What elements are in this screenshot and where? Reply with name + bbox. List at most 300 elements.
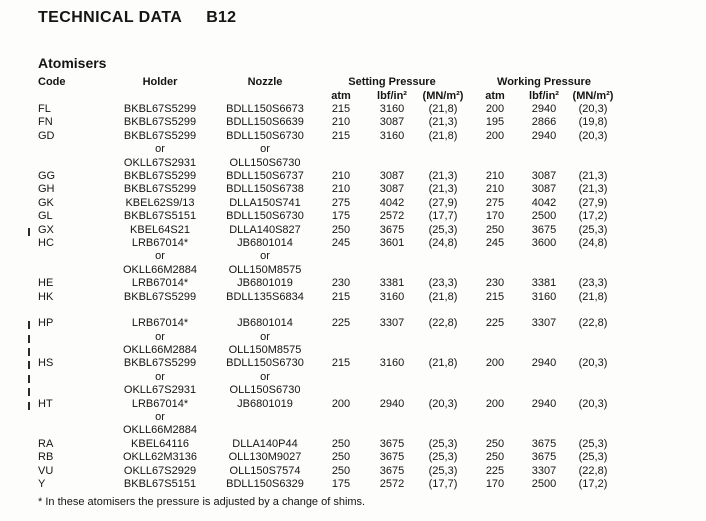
table-row — [38, 197, 619, 210]
subheader-empty — [105, 89, 215, 103]
cell-s_lbf: 3087 — [379, 183, 405, 196]
table-row — [38, 130, 619, 143]
cell-s_atm — [315, 331, 367, 344]
cell-w_mn: (23,3) — [578, 277, 608, 290]
table-row — [38, 438, 619, 451]
cell-code: GD — [38, 129, 55, 142]
cell-w_mn — [567, 157, 619, 170]
cell-s_lbf: 3160 — [379, 357, 405, 370]
table-row — [38, 384, 619, 397]
cell-s_atm: 215 — [331, 290, 351, 303]
cell-s_atm: 215 — [331, 129, 351, 142]
cell-s_mn — [417, 411, 469, 424]
cell-s_lbf — [367, 250, 417, 263]
cell-nozzle: DLLA140P44 — [232, 437, 298, 450]
cell-code — [38, 411, 105, 424]
cell-code: VU — [38, 464, 54, 477]
cell-holder: KBEL62S9/13 — [125, 196, 195, 209]
cell-s_atm — [315, 264, 367, 277]
cell-w_mn: (22,8) — [578, 317, 608, 330]
cell-code: FN — [38, 116, 53, 129]
spacer-row — [38, 304, 619, 317]
cell-w_mn: (25,3) — [578, 437, 608, 450]
cell-holder: BKBL67S5299 — [123, 129, 197, 142]
cell-w_atm: 250 — [485, 437, 505, 450]
table-row — [38, 465, 619, 478]
table-row — [38, 103, 619, 116]
cell-w_mn: (21,8) — [578, 290, 608, 303]
cell-code: GX — [38, 224, 105, 237]
cell-s_atm — [315, 344, 367, 357]
subheader-working-lbf: lbf/in² — [529, 90, 559, 102]
cell-s_mn: (17,7) — [428, 477, 458, 490]
cell-s_atm: 245 — [331, 237, 351, 250]
cell-nozzle: BDLL150S6673 — [226, 103, 304, 115]
cell-holder: OKLL67S2931 — [123, 156, 197, 169]
table-row — [38, 116, 619, 129]
cell-s_atm: 175 — [331, 477, 351, 490]
cell-nozzle: BDLL150S6738 — [226, 183, 304, 196]
cell-code — [38, 264, 105, 277]
cell-s_mn: (17,7) — [428, 210, 458, 223]
cell-s_lbf — [367, 331, 417, 344]
cell-nozzle: DLLA140S827 — [229, 223, 301, 236]
cell-s_lbf: 3675 — [379, 464, 405, 477]
cell-s_atm: 250 — [331, 223, 351, 236]
cell-w_lbf: 2940 — [531, 357, 557, 370]
cell-w_mn: (21,3) — [578, 170, 608, 183]
cell-w_mn — [567, 424, 619, 437]
cell-w_lbf: 3675 — [531, 451, 557, 464]
cell-w_lbf: 3675 — [531, 437, 557, 450]
cell-w_lbf: 2940 — [531, 129, 557, 142]
cell-w_atm: 250 — [485, 223, 505, 236]
cell-w_atm: 170 — [485, 477, 505, 490]
cell-s_mn: (21,3) — [428, 170, 458, 183]
cell-s_atm: 250 — [331, 464, 351, 477]
cell-code: HS — [38, 357, 105, 370]
table-row — [38, 291, 619, 304]
subheader-setting-lbf: lbf/in² — [377, 90, 407, 102]
cell-holder: LRB67014* — [131, 317, 189, 330]
cell-w_lbf — [521, 371, 567, 384]
cell-w_atm: 230 — [485, 277, 505, 290]
cell-nozzle — [215, 411, 315, 424]
cell-s_lbf — [367, 384, 417, 397]
cell-s_mn: (21,8) — [428, 129, 458, 142]
cell-nozzle: JB6801019 — [237, 277, 293, 290]
cell-s_mn: (25,3) — [428, 223, 458, 236]
cell-w_lbf: 2940 — [531, 397, 557, 410]
cell-w_lbf — [521, 344, 567, 357]
cell-w_atm: 225 — [485, 464, 505, 477]
cell-w_lbf — [521, 143, 567, 156]
cell-w_atm — [469, 250, 521, 263]
cell-s_atm: 210 — [331, 183, 351, 196]
section-heading: Atomisers — [38, 55, 107, 71]
cell-s_mn: (20,3) — [428, 397, 458, 410]
cell-code — [38, 384, 105, 397]
column-header-nozzle: Nozzle — [247, 76, 283, 88]
cell-nozzle: OLL150S6730 — [229, 156, 301, 169]
cell-holder: LRB67014* — [131, 277, 189, 290]
table-row — [38, 411, 619, 424]
cell-code: FL — [38, 103, 51, 115]
cell-code: RA — [38, 437, 54, 450]
cell-code: GG — [38, 170, 56, 183]
page-code: B12 — [206, 9, 237, 26]
table-row — [38, 264, 619, 277]
cell-w_lbf — [521, 384, 567, 397]
cell-w_atm: 200 — [485, 129, 505, 142]
cell-s_atm — [315, 157, 367, 170]
cell-w_atm: 250 — [485, 451, 505, 464]
cell-w_lbf: 2500 — [531, 210, 557, 223]
cell-nozzle: BDLL150S6730 — [226, 357, 304, 370]
cell-holder: or — [155, 330, 165, 343]
table-subheader-row — [38, 89, 619, 103]
cell-holder: OKLL67S2929 — [123, 464, 197, 477]
cell-s_atm: 250 — [331, 451, 351, 464]
cell-s_lbf: 3087 — [379, 170, 405, 183]
cell-s_lbf — [367, 157, 417, 170]
cell-s_lbf: 3160 — [379, 129, 405, 142]
cell-s_atm: 215 — [331, 103, 351, 115]
cell-s_atm: 175 — [331, 210, 351, 223]
cell-code: HP — [38, 317, 105, 330]
cell-nozzle: BDLL150S6730 — [226, 129, 304, 142]
cell-s_atm — [315, 250, 367, 263]
cell-holder: BKBL67S5299 — [123, 170, 197, 183]
cell-nozzle: JB6801019 — [237, 397, 293, 410]
cell-s_lbf — [367, 371, 417, 384]
cell-w_mn — [567, 143, 619, 156]
cell-s_mn: (21,8) — [428, 290, 458, 303]
cell-s_lbf: 2572 — [379, 210, 405, 223]
cell-s_atm: 275 — [331, 196, 351, 209]
cell-w_mn — [567, 411, 619, 424]
cell-w_lbf: 3160 — [531, 290, 557, 303]
cell-w_atm: 170 — [485, 210, 505, 223]
cell-w_lbf: 4042 — [531, 196, 557, 209]
table-row — [38, 157, 619, 170]
cell-s_lbf: 2940 — [379, 397, 405, 410]
cell-w_atm — [469, 344, 521, 357]
cell-code — [38, 157, 105, 170]
table-header-row — [38, 75, 619, 89]
subheader-setting-mn: (MN/m²) — [422, 90, 464, 102]
cell-holder: BKBL67S5151 — [123, 210, 197, 223]
cell-w_atm — [469, 157, 521, 170]
cell-w_lbf: 3675 — [531, 223, 557, 236]
cell-nozzle: BDLL135S6834 — [226, 290, 304, 303]
cell-s_atm — [315, 371, 367, 384]
cell-w_atm: 215 — [485, 290, 505, 303]
cell-w_mn — [567, 331, 619, 344]
cell-code: GL — [38, 210, 53, 223]
subheader-working-atm: atm — [485, 90, 505, 102]
cell-s_mn — [417, 143, 469, 156]
cell-w_atm — [469, 143, 521, 156]
cell-w_mn: (27,9) — [578, 196, 608, 209]
cell-s_mn: (21,3) — [428, 183, 458, 196]
cell-w_atm: 195 — [485, 116, 505, 129]
cell-s_mn: (24,8) — [428, 237, 458, 250]
cell-w_mn — [567, 250, 619, 263]
cell-nozzle: BDLL150S6639 — [226, 116, 304, 129]
cell-s_mn — [417, 344, 469, 357]
cell-w_mn: (20,3) — [578, 357, 608, 370]
subheader-working-mn: (MN/m²) — [572, 90, 614, 102]
cell-s_mn — [417, 264, 469, 277]
table-row — [38, 478, 619, 491]
table-row — [38, 317, 619, 330]
cell-s_mn: (22,8) — [428, 317, 458, 330]
cell-w_atm — [469, 331, 521, 344]
cell-s_mn — [417, 250, 469, 263]
cell-w_mn — [567, 264, 619, 277]
cell-s_atm — [315, 384, 367, 397]
cell-w_mn: (24,8) — [578, 237, 608, 250]
cell-w_lbf: 3600 — [531, 237, 557, 250]
table-row — [38, 398, 619, 411]
cell-code — [38, 424, 105, 437]
cell-holder: BKBL67S5151 — [123, 477, 197, 490]
cell-s_mn — [417, 371, 469, 384]
column-group-working-pressure: Working Pressure — [497, 76, 591, 88]
cell-w_mn: (17,2) — [578, 210, 608, 223]
cell-s_lbf: 3601 — [379, 237, 405, 250]
cell-nozzle: DLLA150S741 — [229, 196, 301, 209]
cell-s_atm — [315, 411, 367, 424]
cell-s_mn: (21,8) — [428, 103, 458, 115]
cell-s_mn — [417, 157, 469, 170]
cell-holder: OKLL66M2884 — [123, 343, 197, 356]
cell-s_mn: (27,9) — [428, 196, 458, 209]
cell-w_lbf: 3307 — [531, 317, 557, 330]
cell-s_atm — [315, 424, 367, 437]
cell-holder: OKLL66M2884 — [123, 263, 197, 276]
cell-holder: BKBL67S5299 — [123, 357, 197, 370]
cell-code: HT — [38, 398, 105, 411]
cell-w_lbf: 2866 — [531, 116, 557, 129]
cell-nozzle: OLL150S6730 — [229, 384, 301, 397]
cell-code — [38, 344, 105, 357]
cell-w_lbf: 3087 — [531, 170, 557, 183]
subheader-setting-atm: atm — [331, 90, 351, 102]
cell-w_atm — [469, 424, 521, 437]
cell-code: HK — [38, 290, 54, 303]
cell-s_lbf: 4042 — [379, 196, 405, 209]
cell-w_lbf — [521, 250, 567, 263]
cell-s_atm: 250 — [331, 437, 351, 450]
cell-s_atm — [315, 143, 367, 156]
table-row — [38, 371, 619, 384]
cell-w_lbf: 3087 — [531, 183, 557, 196]
cell-code: HE — [38, 277, 54, 290]
table-row — [38, 170, 619, 183]
cell-holder: OKLL67S2931 — [123, 384, 197, 397]
cell-s_lbf: 3087 — [379, 116, 405, 129]
cell-s_atm: 210 — [331, 116, 351, 129]
page-title-text: TECHNICAL DATA — [38, 9, 183, 26]
cell-w_atm: 275 — [485, 196, 505, 209]
cell-w_lbf — [521, 157, 567, 170]
cell-w_atm: 200 — [485, 397, 505, 410]
cell-s_mn: (25,3) — [428, 451, 458, 464]
table-row — [38, 277, 619, 290]
table-row — [38, 143, 619, 156]
cell-holder: or — [155, 370, 165, 383]
cell-code — [38, 371, 105, 384]
cell-s_lbf — [367, 143, 417, 156]
cell-nozzle: OLL150M8575 — [228, 343, 302, 356]
footnote: * In these atomisers the pressure is adjusted by a change of shims. — [38, 496, 366, 509]
cell-s_mn: (21,3) — [428, 116, 458, 129]
cell-w_atm: 210 — [485, 183, 505, 196]
cell-nozzle — [215, 424, 315, 437]
cell-holder: LRB67014* — [131, 397, 189, 410]
cell-s_lbf: 2572 — [379, 477, 405, 490]
cell-s_lbf: 3160 — [379, 290, 405, 303]
subheader-empty — [38, 89, 105, 103]
cell-w_lbf — [521, 411, 567, 424]
cell-s_atm: 210 — [331, 170, 351, 183]
cell-w_lbf — [521, 424, 567, 437]
cell-nozzle: OLL150M8575 — [228, 263, 302, 276]
cell-w_atm: 225 — [485, 317, 505, 330]
cell-w_atm — [469, 384, 521, 397]
cell-w_lbf — [521, 331, 567, 344]
cell-nozzle: BDLL150S6730 — [226, 210, 304, 223]
cell-holder: KBEL64S21 — [130, 223, 190, 236]
cell-code — [38, 331, 105, 344]
cell-s_mn: (23,3) — [428, 277, 458, 290]
cell-w_mn: (20,3) — [578, 129, 608, 142]
table-row — [38, 250, 619, 263]
table-row — [38, 210, 619, 223]
cell-s_atm: 225 — [331, 317, 351, 330]
cell-s_lbf: 3307 — [379, 317, 405, 330]
cell-nozzle: or — [260, 330, 270, 343]
page-title — [38, 0, 706, 27]
cell-s_lbf — [367, 344, 417, 357]
cell-holder: OKLL66M2884 — [123, 424, 197, 437]
cell-code: HC — [38, 237, 54, 250]
column-header-code: Code — [38, 76, 66, 88]
cell-s_lbf: 3675 — [379, 223, 405, 236]
cell-s_mn: (25,3) — [428, 464, 458, 477]
column-header-holder: Holder — [142, 76, 178, 88]
cell-holder: LRB67014* — [131, 237, 189, 250]
cell-code — [38, 143, 105, 156]
cell-s_lbf: 3675 — [379, 451, 405, 464]
cell-s_mn: (21,8) — [428, 357, 458, 370]
cell-holder: or — [155, 410, 165, 423]
cell-w_mn: (21,3) — [578, 183, 608, 196]
subheader-empty — [215, 89, 315, 103]
cell-s_mn — [417, 424, 469, 437]
table-row — [38, 424, 619, 437]
cell-w_atm — [469, 411, 521, 424]
table-row — [38, 331, 619, 344]
cell-s_lbf: 3381 — [379, 277, 405, 290]
cell-nozzle: or — [260, 370, 270, 383]
cell-nozzle: JB6801014 — [237, 317, 293, 330]
cell-s_atm: 215 — [331, 357, 351, 370]
cell-w_mn: (20,3) — [578, 397, 608, 410]
cell-holder: or — [155, 143, 165, 156]
cell-holder: BKBL67S5299 — [123, 183, 197, 196]
cell-s_atm: 200 — [331, 397, 351, 410]
cell-w_mn — [567, 384, 619, 397]
cell-w_atm — [469, 264, 521, 277]
cell-nozzle: JB6801014 — [237, 237, 293, 250]
cell-w_atm — [469, 371, 521, 384]
cell-w_mn — [567, 344, 619, 357]
cell-w_lbf — [521, 264, 567, 277]
cell-holder: BKBL67S5299 — [123, 103, 197, 115]
table-row — [38, 357, 619, 370]
table-row — [38, 237, 619, 250]
cell-w_mn — [567, 371, 619, 384]
cell-nozzle: OLL150S7574 — [229, 464, 301, 477]
table-row — [38, 183, 619, 196]
cell-code: GK — [38, 196, 54, 209]
cell-w_mn: (22,8) — [578, 464, 608, 477]
cell-code: GH — [38, 183, 55, 196]
cell-w_lbf: 2500 — [531, 477, 557, 490]
cell-w_atm: 245 — [485, 237, 505, 250]
cell-holder: OKLL62M3136 — [123, 451, 197, 464]
cell-s_mn — [417, 331, 469, 344]
cell-holder: BKBL67S5299 — [123, 116, 197, 129]
cell-s_lbf — [367, 264, 417, 277]
table-header — [38, 75, 619, 103]
cell-w_mn: (25,3) — [578, 451, 608, 464]
cell-w_mn: (20,3) — [578, 103, 608, 115]
cell-holder: KBEL64116 — [131, 437, 189, 450]
cell-nozzle: BDLL150S6737 — [226, 170, 304, 183]
cell-w_lbf: 2940 — [531, 103, 557, 115]
cell-holder: or — [155, 250, 165, 263]
atomisers-table — [38, 75, 619, 491]
cell-s_lbf: 3675 — [379, 437, 405, 450]
table-body — [38, 103, 619, 491]
cell-nozzle: BDLL150S6329 — [226, 477, 304, 490]
cell-nozzle: or — [260, 143, 270, 156]
column-group-setting-pressure: Setting Pressure — [348, 76, 436, 88]
cell-w_mn: (25,3) — [578, 223, 608, 236]
cell-s_mn — [417, 384, 469, 397]
cell-w_atm: 200 — [485, 103, 505, 115]
table-row — [38, 451, 619, 464]
cell-w_atm: 210 — [485, 170, 505, 183]
cell-code: Y — [38, 477, 46, 490]
cell-holder: BKBL67S5299 — [123, 290, 197, 303]
cell-s_atm: 230 — [331, 277, 351, 290]
table-row — [38, 224, 619, 237]
cell-w_mn: (17,2) — [578, 477, 608, 490]
cell-s_lbf — [367, 424, 417, 437]
cell-s_lbf — [367, 411, 417, 424]
spacer-cell — [38, 304, 619, 317]
cell-s_mn: (25,3) — [428, 437, 458, 450]
cell-w_mn: (19,8) — [578, 116, 608, 129]
cell-s_lbf: 3160 — [379, 103, 405, 115]
cell-w_atm: 200 — [485, 357, 505, 370]
cell-w_lbf: 3307 — [531, 464, 557, 477]
